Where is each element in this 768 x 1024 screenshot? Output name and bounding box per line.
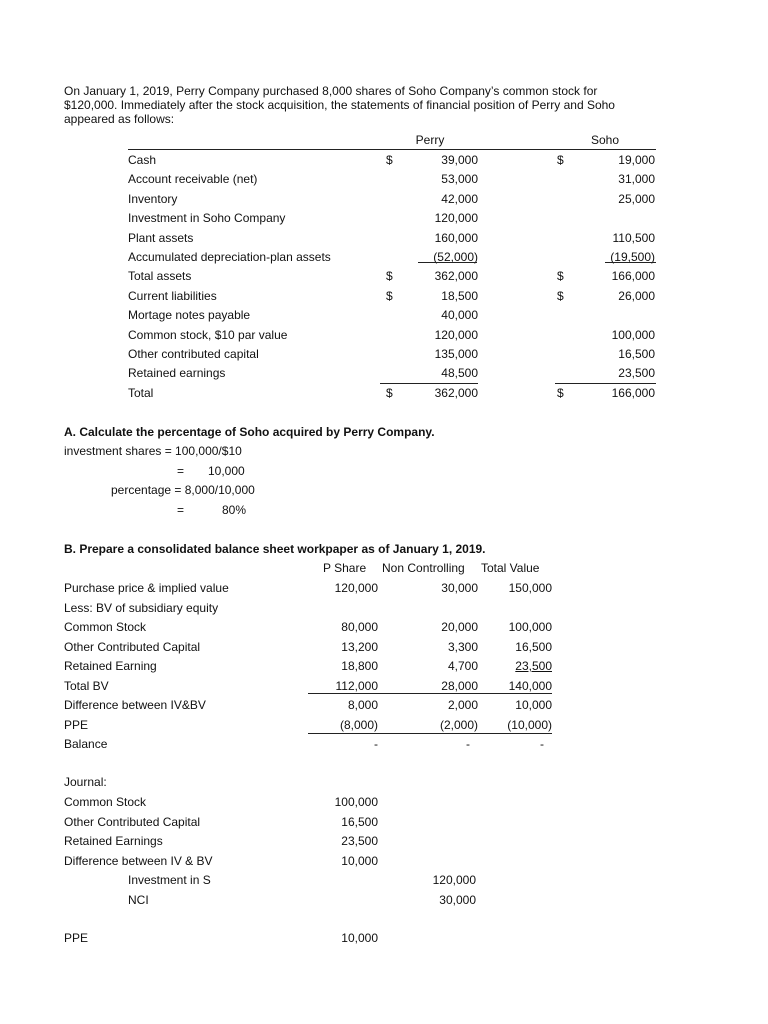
perry-value: 53,000	[441, 172, 478, 186]
balance-rule	[308, 733, 552, 734]
perry-value: 160,000	[434, 231, 478, 245]
perry-value: 362,000	[434, 269, 478, 283]
workpaper-row-label: PPE	[64, 718, 89, 732]
part-b-heading: B. Prepare a consolidated balance sheet workpaper as of January 1, 2019.	[64, 542, 486, 556]
soho-value: 110,500	[612, 231, 655, 245]
nci-value: 4,700	[447, 659, 478, 673]
part-a-equals-1: =	[177, 464, 185, 478]
total-value: (10,000)	[507, 718, 552, 732]
perry-value: 120,000	[434, 328, 478, 342]
soho-column-header: Soho	[590, 133, 620, 147]
workpaper-row-label: Total BV	[64, 679, 109, 693]
total-bv-rule	[308, 693, 552, 694]
balance-row-label: Cash	[128, 153, 157, 167]
nci-value: 28,000	[441, 679, 478, 693]
soho-subtotal-rule	[605, 262, 656, 263]
soho-value: 25,000	[618, 192, 655, 206]
pshare-value: 18,800	[341, 659, 378, 673]
perry-dollar-sign: $	[386, 153, 393, 167]
balance-row-label: Investment in Soho Company	[128, 211, 286, 225]
perry-value: 48,500	[441, 366, 478, 380]
soho-value: 166,000	[611, 386, 655, 400]
journal-debit-value: 100,000	[334, 795, 378, 809]
perry-dollar-sign: $	[386, 289, 393, 303]
pshare-value: 112,000	[335, 679, 378, 693]
workpaper-row-label: Balance	[64, 737, 108, 751]
balance-row-label: Retained earnings	[128, 366, 226, 380]
part-a-percentage-value: 80%	[222, 503, 247, 517]
balance-row-label: Mortage notes payable	[128, 308, 251, 322]
intro-line-1: On January 1, 2019, Perry Company purchased 8,000 shares of Soho Company’s common stock for	[64, 84, 598, 98]
part-a-line-1: investment shares = 100,000/$10	[64, 444, 242, 458]
workpaper-row-label: Retained Earning	[64, 659, 157, 673]
balance-row-label: Current liabilities	[128, 289, 217, 303]
nci-column-header: Non Controlling	[382, 561, 465, 575]
nci-value: 20,000	[441, 620, 478, 634]
journal-debit-value: 23,500	[341, 834, 378, 848]
workpaper-row-label: Common Stock	[64, 620, 147, 634]
pshare-column-header: P Share	[323, 561, 367, 575]
soho-dollar-sign: $	[557, 386, 564, 400]
perry-value: 120,000	[434, 211, 478, 225]
part-a-equals-2: =	[177, 503, 185, 517]
soho-dollar-sign: $	[557, 153, 564, 167]
soho-value: 100,000	[611, 328, 655, 342]
header-rule	[128, 149, 656, 150]
soho-value: 31,000	[618, 172, 655, 186]
total-value: -	[540, 737, 544, 751]
journal-debit-label: Common Stock	[64, 795, 147, 809]
perry-value: 362,000	[434, 386, 478, 400]
pshare-value: 8,000	[347, 698, 378, 712]
journal-ppe-value: 10,000	[341, 931, 378, 945]
perry-value: 135,000	[434, 347, 478, 361]
soho-dollar-sign: $	[557, 289, 564, 303]
nci-value: (2,000)	[439, 718, 478, 732]
perry-value: 42,000	[441, 192, 478, 206]
total-value: 10,000	[515, 698, 552, 712]
journal-credit-value: 120,000	[432, 873, 476, 887]
balance-row-label: Other contributed capital	[128, 347, 259, 361]
journal-credit-value: 30,000	[439, 893, 476, 907]
balance-row-label: Common stock, $10 par value	[128, 328, 288, 342]
journal-debit-label: Other Contributed Capital	[64, 815, 201, 829]
pshare-value: 13,200	[341, 640, 378, 654]
part-a-heading: A. Calculate the percentage of Soho acquired by Perry Company.	[64, 425, 435, 439]
balance-row-label: Total assets	[128, 269, 192, 283]
journal-debit-label: Difference between IV & BV	[64, 854, 213, 868]
total-value: 140,000	[508, 679, 552, 693]
journal-debit-value: 10,000	[341, 854, 378, 868]
perry-value: (52,000)	[433, 250, 478, 264]
journal-credit-label: NCI	[128, 893, 149, 907]
intro-line-2: $120,000. Immediately after the stock acquisition, the statements of financial position of Perry and Soho	[64, 98, 615, 112]
pshare-value: 80,000	[341, 620, 378, 634]
soho-total-rule	[555, 383, 656, 384]
total-value: 150,000	[508, 581, 552, 595]
soho-value: (19,500)	[610, 250, 655, 264]
perry-value: 40,000	[441, 308, 478, 322]
perry-dollar-sign: $	[386, 386, 393, 400]
perry-subtotal-rule	[418, 262, 477, 263]
part-a-line-3: percentage = 8,000/10,000	[111, 483, 255, 497]
journal-title: Journal:	[64, 775, 107, 789]
workpaper-row-label: Other Contributed Capital	[64, 640, 201, 654]
balance-row-label: Account receivable (net)	[128, 172, 258, 186]
perry-value: 39,000	[441, 153, 478, 167]
soho-value: 19,000	[618, 153, 655, 167]
soho-value: 26,000	[618, 289, 655, 303]
perry-value: 18,500	[441, 289, 478, 303]
intro-line-3: appeared as follows:	[64, 112, 175, 126]
part-a-shares-value: 10,000	[208, 464, 245, 478]
total-value: 16,500	[515, 640, 552, 654]
soho-dollar-sign: $	[557, 269, 564, 283]
pshare-value: -	[374, 737, 378, 751]
journal-credit-label: Investment in S	[128, 873, 211, 887]
nci-value: 2,000	[447, 698, 478, 712]
journal-ppe-label: PPE	[64, 931, 89, 945]
pshare-value: 120,000	[334, 581, 378, 595]
perry-total-rule	[380, 383, 478, 384]
total-value: 23,500	[515, 659, 552, 673]
soho-value: 16,500	[618, 347, 655, 361]
soho-value: 23,500	[618, 366, 655, 380]
soho-value: 166,000	[611, 269, 655, 283]
workpaper-row-label: Less: BV of subsidiary equity	[64, 601, 219, 615]
nci-value: 3,300	[447, 640, 478, 654]
journal-debit-value: 16,500	[341, 815, 378, 829]
journal-debit-label: Retained Earnings	[64, 834, 163, 848]
perry-column-header: Perry	[415, 133, 445, 147]
total-value-column-header: Total Value	[481, 561, 540, 575]
balance-row-label: Inventory	[128, 192, 178, 206]
nci-value: -	[466, 737, 470, 751]
nci-value: 30,000	[441, 581, 478, 595]
balance-row-label: Plant assets	[128, 231, 194, 245]
intro-paragraph	[64, 84, 664, 126]
workpaper-row-label: Difference between IV&BV	[64, 698, 206, 712]
total-value: 100,000	[508, 620, 552, 634]
balance-row-label: Accumulated depreciation-plan assets	[128, 250, 331, 264]
balance-row-label: Total	[128, 386, 154, 400]
perry-dollar-sign: $	[386, 269, 393, 283]
workpaper-row-label: Purchase price & implied value	[64, 581, 229, 595]
pshare-value: (8,000)	[339, 718, 378, 732]
